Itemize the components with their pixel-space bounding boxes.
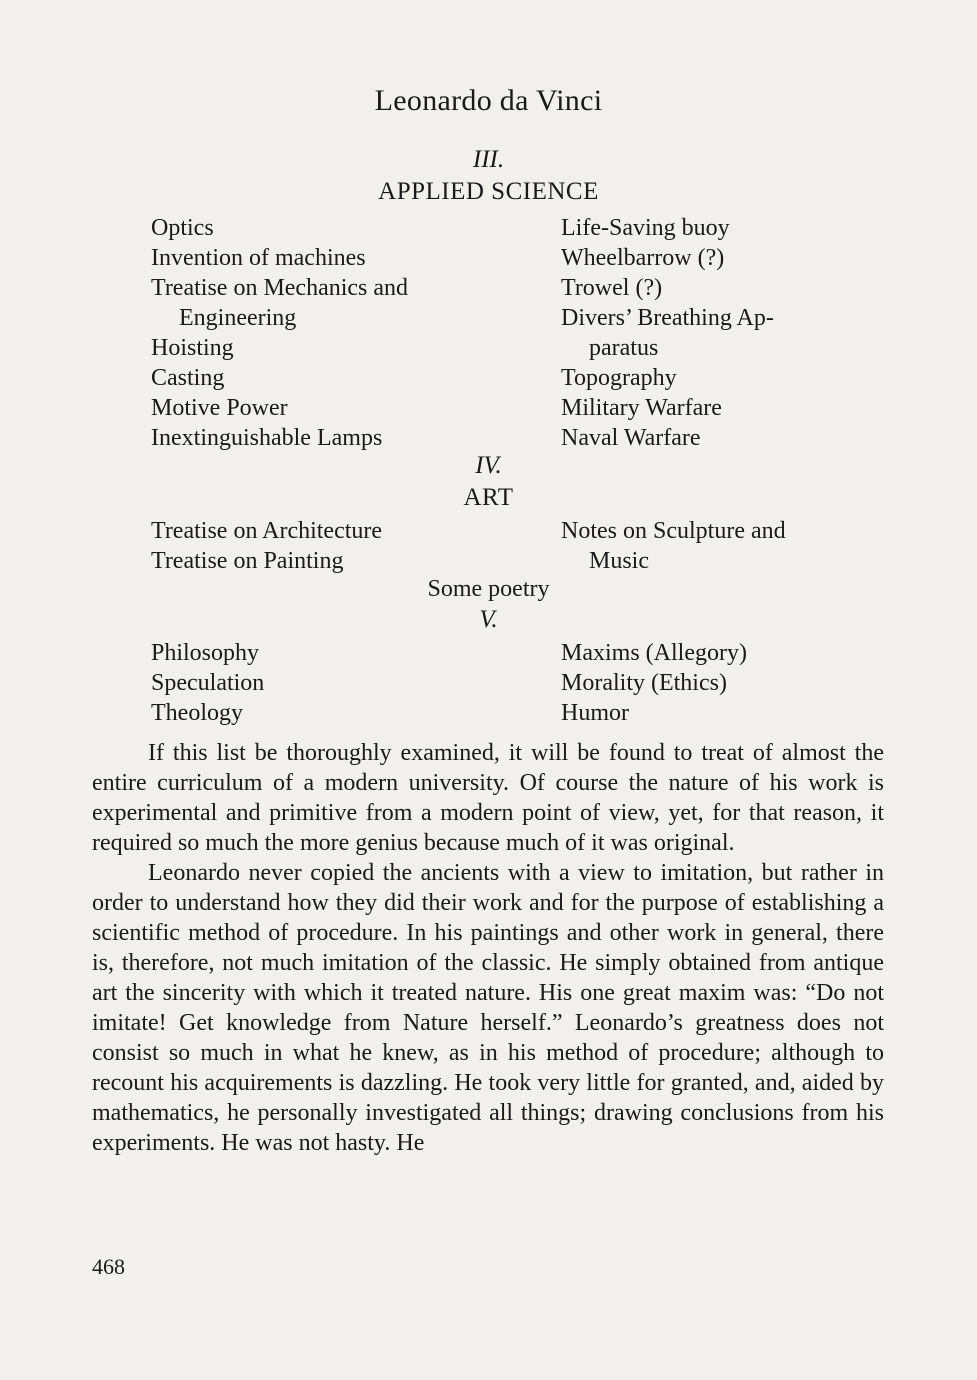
list-item: Optics bbox=[151, 215, 214, 241]
list-item: Speculation bbox=[151, 670, 265, 696]
list-item: Treatise on Painting bbox=[151, 548, 344, 574]
philosophy-left-column bbox=[151, 638, 264, 728]
list-item: Naval Warfare bbox=[561, 425, 701, 451]
list-item: Hoisting bbox=[151, 335, 234, 361]
list-item: Divers’ Breathing Ap- bbox=[561, 305, 774, 331]
list-item: Military Warfare bbox=[561, 395, 722, 421]
applied-science-left-column bbox=[151, 213, 408, 453]
paragraph-curriculum: If this list be thoroughly examined, it will be found to treat of almost the entire curriculum of a modern university. Of course the nature of his work is experimental and primitive from a modern point of view, yet, for that reason, it required so much the more genius because much of it was original. bbox=[92, 740, 884, 856]
philosophy-right-column bbox=[561, 638, 747, 728]
page-number: 468 bbox=[92, 1254, 125, 1279]
section-number-iii: III. bbox=[472, 146, 505, 173]
list-item: Morality (Ethics) bbox=[561, 670, 727, 696]
list-item: Theology bbox=[151, 700, 243, 726]
running-head: Leonardo da Vinci bbox=[374, 84, 603, 117]
applied-science-right-column bbox=[561, 213, 774, 453]
section-title-applied-science: APPLIED SCIENCE bbox=[378, 178, 599, 205]
list-item: Inextinguishable Lamps bbox=[151, 425, 383, 451]
paragraph-method: Leonardo never copied the ancients with a view to imitation, but rather in order to understand how they did their work and for the purpose of establishing a scientific method of procedure. In his paintings and other work in general, there is, therefore, not much imitation of the classic. He simply obtained from antique art the sincerity with which it treated nature. His one great maxim was: “Do not imitate! Get knowledge from Nature herself.” Leonardo’s greatness does not consist so much in what he knew, as in his method of procedure; although to recount his acquirements is dazzling. He took very little for granted, and, aided by mathematics, he personally investigated all things; drawing conclusions from his experiments. He was not hasty. He bbox=[92, 860, 884, 1156]
list-item: paratus bbox=[589, 335, 659, 361]
list-item: Casting bbox=[151, 365, 225, 391]
list-item: Music bbox=[589, 548, 649, 574]
list-item: Motive Power bbox=[151, 395, 288, 421]
section-number-iv: IV. bbox=[475, 452, 502, 479]
body-text bbox=[92, 738, 884, 1158]
list-item: Invention of machines bbox=[151, 245, 366, 271]
section-number-v: V. bbox=[479, 606, 498, 633]
list-item: Humor bbox=[561, 700, 629, 726]
list-item: Philosophy bbox=[151, 640, 260, 666]
list-item: Treatise on Mechanics and bbox=[151, 275, 409, 301]
list-item: Life-Saving buoy bbox=[561, 215, 730, 241]
some-poetry: Some poetry bbox=[427, 576, 550, 602]
list-item: Trowel (?) bbox=[561, 275, 663, 301]
art-right-column bbox=[561, 516, 786, 576]
section-title-art: ART bbox=[463, 484, 514, 511]
list-item: Treatise on Architecture bbox=[151, 518, 383, 544]
list-item: Engineering bbox=[179, 305, 297, 331]
list-item: Topography bbox=[561, 365, 677, 391]
list-item: Maxims (Allegory) bbox=[561, 640, 747, 666]
list-item: Wheelbarrow (?) bbox=[561, 245, 725, 271]
list-item: Notes on Sculpture and bbox=[561, 518, 786, 544]
art-left-column bbox=[151, 516, 382, 576]
